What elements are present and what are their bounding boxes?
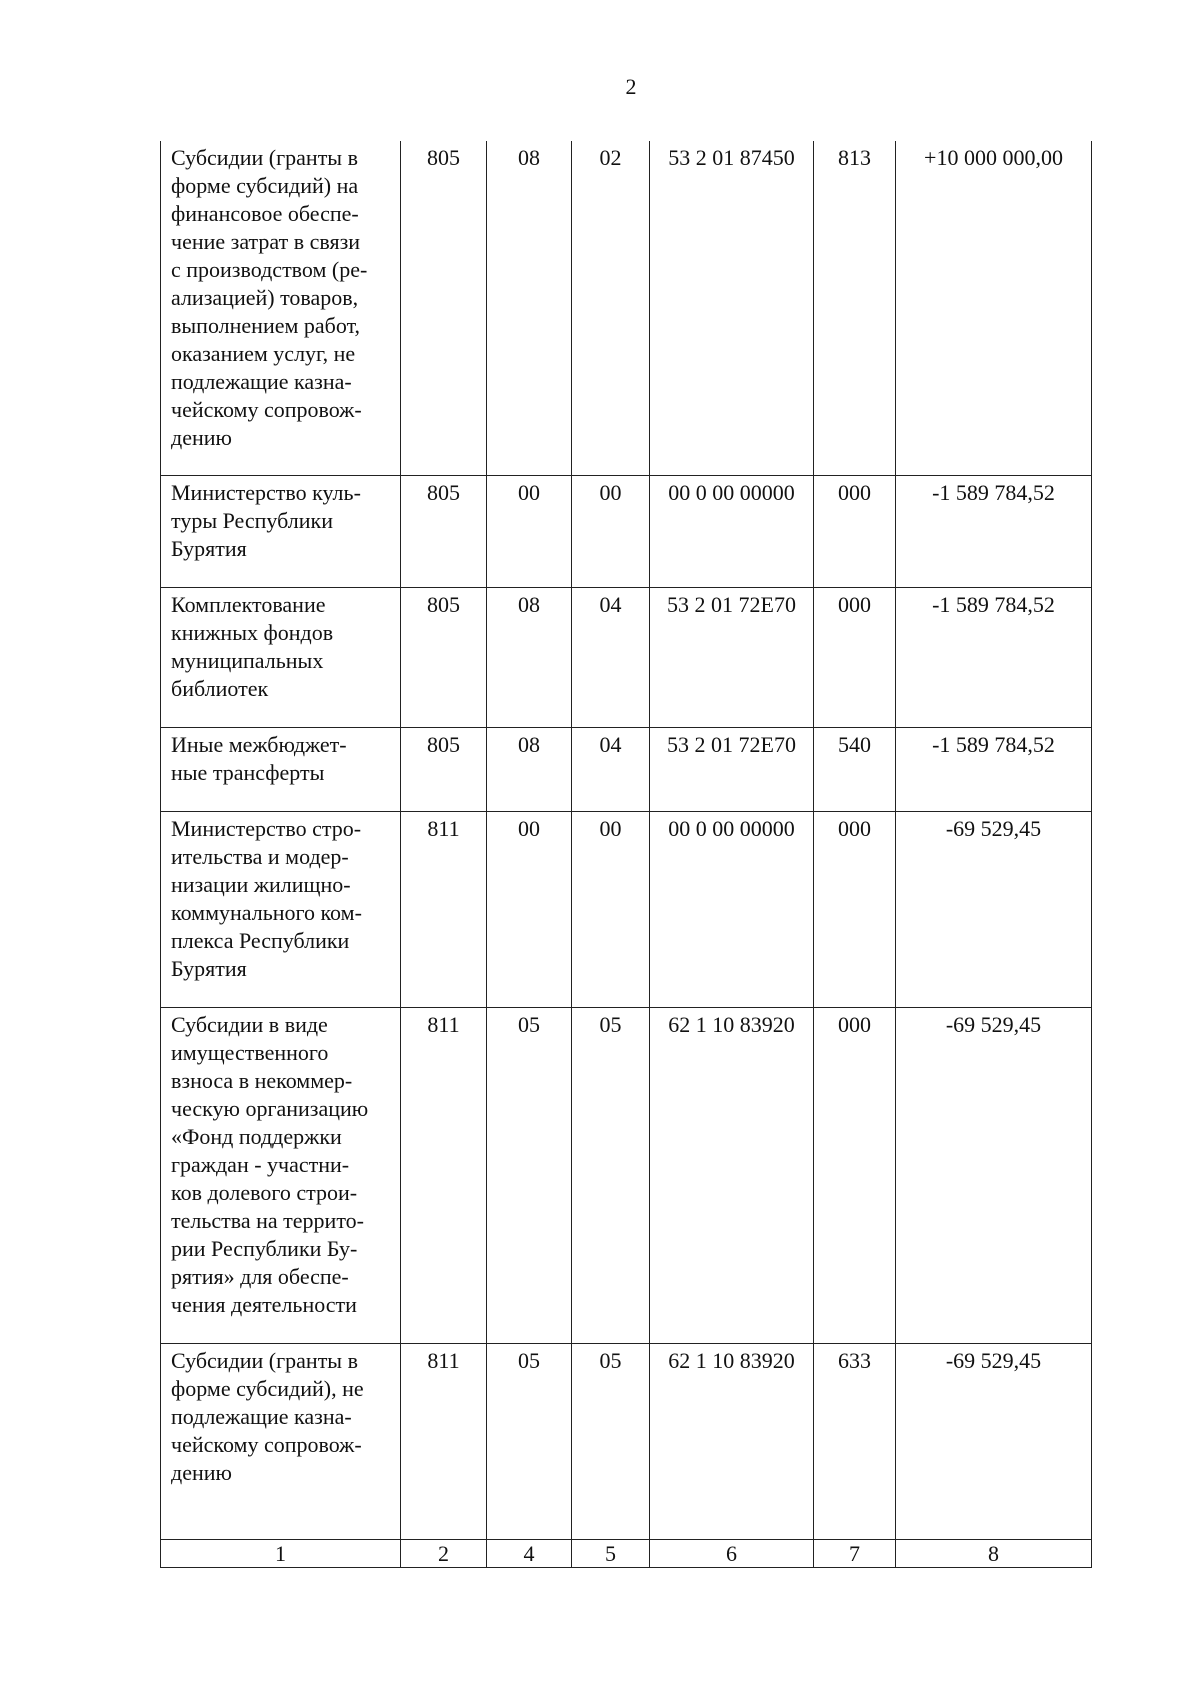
row-ministry-code: 811	[401, 811, 487, 1007]
row-subsection-code: 05	[572, 1007, 650, 1343]
row-amount: -1 589 784,52	[896, 475, 1092, 587]
column-number: 4	[487, 1539, 572, 1567]
row-target-code: 00 0 00 00000	[650, 475, 814, 587]
column-number-row	[161, 1539, 1092, 1567]
row-name	[161, 587, 401, 727]
row-name	[161, 727, 401, 811]
row-section-code: 08	[487, 141, 572, 475]
row-ministry-code: 805	[401, 727, 487, 811]
table-row	[161, 141, 1092, 475]
row-section-code: 00	[487, 475, 572, 587]
table-row	[161, 1007, 1092, 1343]
row-name	[161, 811, 401, 1007]
row-section-code: 08	[487, 587, 572, 727]
row-target-code: 53 2 01 72E70	[650, 587, 814, 727]
row-ministry-code: 811	[401, 1343, 487, 1539]
row-section-code: 00	[487, 811, 572, 1007]
row-type-code: 000	[814, 811, 896, 1007]
row-amount: -69 529,45	[896, 811, 1092, 1007]
row-name	[161, 141, 401, 475]
column-number: 1	[161, 1539, 401, 1567]
row-target-code: 62 1 10 83920	[650, 1343, 814, 1539]
row-name-text: Субсидии (гранты в форме субсидий), не подлежащие казна- чейскому сопровож- дению	[171, 1347, 364, 1485]
row-ministry-code: 805	[401, 141, 487, 475]
row-name-text: Комплектование книжных фондов муниципальных библиотек	[171, 591, 334, 701]
row-subsection-code: 02	[572, 141, 650, 475]
page-number: 2	[625, 74, 637, 99]
row-target-code: 00 0 00 00000	[650, 811, 814, 1007]
table-row	[161, 1343, 1092, 1539]
row-type-code: 813	[814, 141, 896, 475]
column-number: 6	[650, 1539, 814, 1567]
table-row	[161, 587, 1092, 727]
column-number: 2	[401, 1539, 487, 1567]
column-number: 7	[814, 1539, 896, 1567]
row-type-code: 540	[814, 727, 896, 811]
row-amount: +10 000 000,00	[896, 141, 1092, 475]
row-type-code: 000	[814, 475, 896, 587]
row-subsection-code: 00	[572, 811, 650, 1007]
column-number: 8	[896, 1539, 1092, 1567]
row-name	[161, 475, 401, 587]
column-number: 5	[572, 1539, 650, 1567]
row-section-code: 08	[487, 727, 572, 811]
row-name-text: Субсидии (гранты в форме субсидий) на финансовое обеспе- чение затрат в связи с производством (ре- ализацией) товаров, выполнением работ, оказанием услуг, не подлежащие казна- чейскому сопровож- дению	[171, 145, 368, 450]
row-type-code: 633	[814, 1343, 896, 1539]
row-name-text: Субсидии в виде имущественного взноса в некоммер- ческую организацию «Фонд поддержки граждан - участни- ков долевого строи- тельства на террито- рии Республики Бу- рятия» для обеспе- чения деятельности	[171, 1011, 369, 1317]
row-name-text: Министерство стро- ительства и модер- низации жилищно- коммунального ком- плекса Республики Бурятия	[171, 815, 362, 981]
row-section-code: 05	[487, 1343, 572, 1539]
row-amount: -69 529,45	[896, 1343, 1092, 1539]
table-row	[161, 475, 1092, 587]
row-name-text: Министерство куль- туры Республики Бурятия	[171, 479, 361, 561]
row-subsection-code: 05	[572, 1343, 650, 1539]
row-amount: -1 589 784,52	[896, 727, 1092, 811]
row-type-code: 000	[814, 1007, 896, 1343]
row-name-text: Иные межбюджет- ные трансферты	[171, 731, 347, 785]
row-section-code: 05	[487, 1007, 572, 1343]
table-row	[161, 727, 1092, 811]
row-ministry-code: 811	[401, 1007, 487, 1343]
row-ministry-code: 805	[401, 475, 487, 587]
row-subsection-code: 04	[572, 587, 650, 727]
row-name	[161, 1343, 401, 1539]
row-subsection-code: 04	[572, 727, 650, 811]
row-type-code: 000	[814, 587, 896, 727]
row-amount: -1 589 784,52	[896, 587, 1092, 727]
row-amount: -69 529,45	[896, 1007, 1092, 1343]
row-ministry-code: 805	[401, 587, 487, 727]
row-target-code: 53 2 01 72E70	[650, 727, 814, 811]
row-target-code: 53 2 01 87450	[650, 141, 814, 475]
row-target-code: 62 1 10 83920	[650, 1007, 814, 1343]
row-subsection-code: 00	[572, 475, 650, 587]
table-row	[161, 811, 1092, 1007]
budget-table	[160, 141, 1092, 1568]
row-name	[161, 1007, 401, 1343]
